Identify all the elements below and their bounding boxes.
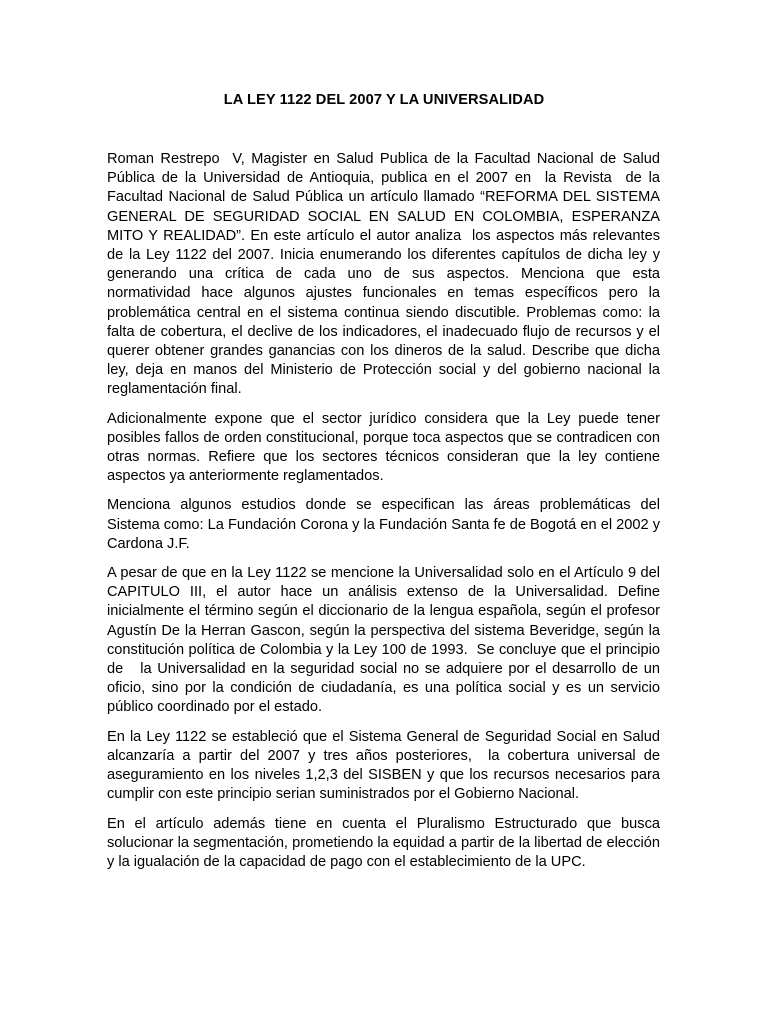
paragraph-3: Menciona algunos estudios donde se especifican las áreas problemáticas del Sistema como: La Fundación Corona y la Fundación Santa fe de Bogotá en el 2002 y Cardona J.F. bbox=[107, 497, 665, 552]
document-title: LA LEY 1122 DEL 2007 Y LA UNIVERSALIDAD bbox=[223, 92, 545, 108]
paragraph-5: En la Ley 1122 se estableció que el Sistema General de Seguridad Social en Salud alcanzaría a partir del 2007 y tres años posteriores, la cobertura universal de aseguramiento en los niveles 1,2,3 del SISBEN y que los recursos necesarios para cumplir con este principio serian suministrados por el Gobierno Nacional. bbox=[107, 728, 665, 803]
paragraph-4: A pesar de que en la Ley 1122 se mencione la Universalidad solo en el Artículo 9 del CAPITULO III, el autor hace un análisis extenso de la Universalidad. Define inicialmente el término según el diccionario de la lengua española, según el profesor Agustín De la Herran Gascon, según la perspectiva del sistema Beveridge, según la constitución política de Colombia y la Ley 100 de 1993. Se concluye que el principio de la Universalidad en la seguridad social no se adquiere por el desarrollo de un oficio, sino por la condición de ciudadanía, es una política social y es un servicio público coordinado por el estado. bbox=[107, 565, 665, 716]
paragraph-2: Adicionalmente expone que el sector jurídico considera que la Ley puede tener posibles fallos de orden constitucional, porque toca aspectos que se contradicen con otras normas. Refiere que los sectores técnicos consideran que la ley contiene aspectos ya anteriormente reglamentados. bbox=[107, 410, 665, 485]
paragraph-1: Roman Restrepo V, Magister en Salud Publica de la Facultad Nacional de Salud Pública de la Universidad de Antioquia, publica en el 2007 en la Revista de la Facultad Nacional de Salud Pública un artículo llamado “REFORMA DEL SISTEMA GENERAL DE SEGURIDAD SOCIAL EN SALUD EN COLOMBIA, ESPERANZA MITO Y REALIDAD”. En este artículo el autor analiza los aspectos más relevantes de la Ley 1122 del 2007. Inicia enumerando los diferentes capítulos de dicha ley y generando una crítica de cada uno de sus aspectos. Menciona que esta normatividad hace algunos ajustes funcionales en temas específicos pero la problemática central en el sistema continua siendo discutible. Problemas como: la falta de cobertura, el declive de los indicadores, el inadecuado flujo de recursos y el querer obtener grandes ganancias con los dineros de la salud. Describe que dicha ley, deja en manos del Ministerio de Protección social y del gobierno nacional la reglamentación final. bbox=[107, 151, 665, 398]
paragraph-6: En el artículo además tiene en cuenta el Pluralismo Estructurado que busca solucionar la segmentación, prometiendo la equidad a partir de la libertad de elección y la igualación de la capacidad de pago con el establecimiento de la UPC. bbox=[107, 815, 665, 870]
document-body bbox=[107, 150, 665, 882]
